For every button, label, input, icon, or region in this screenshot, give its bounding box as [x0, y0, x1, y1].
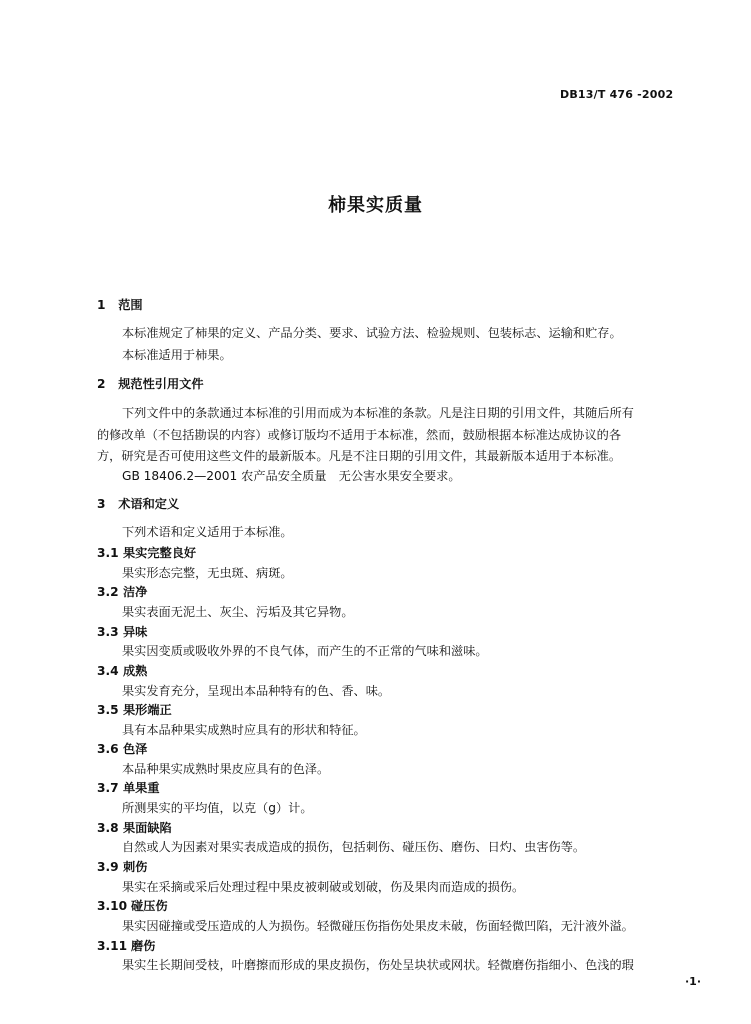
term-3-10-definition: 果实因碰撞或受压造成的人为损伤。轻微碰压伤指伤处果皮未破，伤面轻微凹陷，无汁液外溢。 — [122, 919, 634, 933]
term-3-10-heading — [97, 898, 168, 914]
term-name: 磨伤 — [131, 939, 156, 953]
term-number: 3.1 — [97, 546, 119, 560]
term-3-11-definition: 果实生长期间受枝，叶磨擦而形成的果皮损伤，伤处呈块状或网状。轻微磨伤指细小、色浅的瑕 — [122, 958, 634, 972]
section-number: 1 — [97, 298, 106, 312]
term-name: 异味 — [123, 625, 148, 639]
term-3-11-heading — [97, 938, 155, 954]
term-name: 单果重 — [123, 781, 160, 795]
section-2-line-2: 的修改单（不包括勘误的内容）或修订版均不适用于本标准，然而，鼓励根据本标准达成协议的各 — [97, 428, 622, 442]
section-number: 2 — [97, 377, 106, 391]
term-name: 果面缺陷 — [123, 821, 172, 835]
term-3-6-heading — [97, 741, 147, 757]
term-number: 3.5 — [97, 703, 119, 717]
term-name: 果实完整良好 — [123, 546, 197, 560]
term-number: 3.4 — [97, 664, 119, 678]
term-3-8-definition: 自然或人为因素对果实表成造成的损伤，包括刺伤、碰压伤、磨伤、日灼、虫害伤等。 — [122, 840, 586, 854]
term-3-1-definition: 果实形态完整，无虫斑、病斑。 — [122, 566, 293, 580]
term-number: 3.11 — [97, 939, 128, 953]
standard-code: DB13/T 476 -2002 — [560, 88, 674, 101]
term-number: 3.2 — [97, 585, 119, 599]
section-1-heading — [97, 297, 143, 313]
term-3-1-heading — [97, 545, 196, 561]
section-2-line-1: 下列文件中的条款通过本标准的引用而成为本标准的条款。凡是注日期的引用文件，其随后所有 — [122, 406, 634, 420]
term-3-3-heading — [97, 624, 147, 640]
term-number: 3.10 — [97, 899, 128, 913]
term-number: 3.3 — [97, 625, 119, 639]
term-3-7-definition: 所测果实的平均值，以克（g）计。 — [122, 801, 313, 815]
term-3-6-definition: 本品种果实成熟时果皮应具有的色泽。 — [122, 762, 330, 776]
term-number: 3.7 — [97, 781, 119, 795]
section-3-heading — [97, 496, 179, 512]
term-3-3-definition: 果实因变质或吸收外界的不良气体，而产生的不正常的气味和滋味。 — [122, 644, 488, 658]
document-title: 柿果实质量 — [328, 195, 423, 216]
term-3-5-definition: 具有本品种果实成熟时应具有的形状和特征。 — [122, 723, 366, 737]
term-3-9-heading — [97, 859, 147, 875]
section-title: 范围 — [118, 298, 143, 312]
term-name: 洁净 — [123, 585, 148, 599]
section-title: 规范性引用文件 — [118, 377, 204, 391]
term-name: 刺伤 — [123, 860, 148, 874]
term-number: 3.8 — [97, 821, 119, 835]
page-number: ·1· — [684, 975, 701, 988]
term-3-4-definition: 果实发育充分，呈现出本品种特有的色、香、味。 — [122, 684, 391, 698]
section-1-paragraph-1: 本标准规定了柿果的定义、产品分类、要求、试验方法、检验规则、包装标志、运输和贮存。 — [122, 326, 622, 340]
term-number: 3.9 — [97, 860, 119, 874]
section-1-paragraph-2: 本标准适用于柿果。 — [122, 348, 232, 362]
term-3-7-heading — [97, 780, 160, 796]
section-2-reference: GB 18406.2—2001 农产品安全质量 无公害水果安全要求。 — [122, 469, 461, 483]
term-name: 成熟 — [123, 664, 148, 678]
section-2-heading — [97, 376, 204, 392]
term-3-2-heading — [97, 584, 147, 600]
term-name: 果形端正 — [123, 703, 172, 717]
section-3-intro: 下列术语和定义适用于本标准。 — [122, 525, 293, 539]
section-2-line-3: 方，研究是否可使用这些文件的最新版本。凡是不注日期的引用文件，其最新版本适用于本标准。 — [97, 449, 622, 463]
section-number: 3 — [97, 497, 106, 511]
term-name: 色泽 — [123, 742, 148, 756]
term-3-9-definition: 果实在采摘或采后处理过程中果皮被刺破或划破，伤及果肉而造成的损伤。 — [122, 880, 525, 894]
term-number: 3.6 — [97, 742, 119, 756]
term-3-4-heading — [97, 663, 147, 679]
section-title: 术语和定义 — [118, 497, 180, 511]
term-3-5-heading — [97, 702, 172, 718]
term-name: 碰压伤 — [131, 899, 168, 913]
term-3-2-definition: 果实表面无泥土、灰尘、污垢及其它异物。 — [122, 605, 354, 619]
term-3-8-heading — [97, 820, 172, 836]
